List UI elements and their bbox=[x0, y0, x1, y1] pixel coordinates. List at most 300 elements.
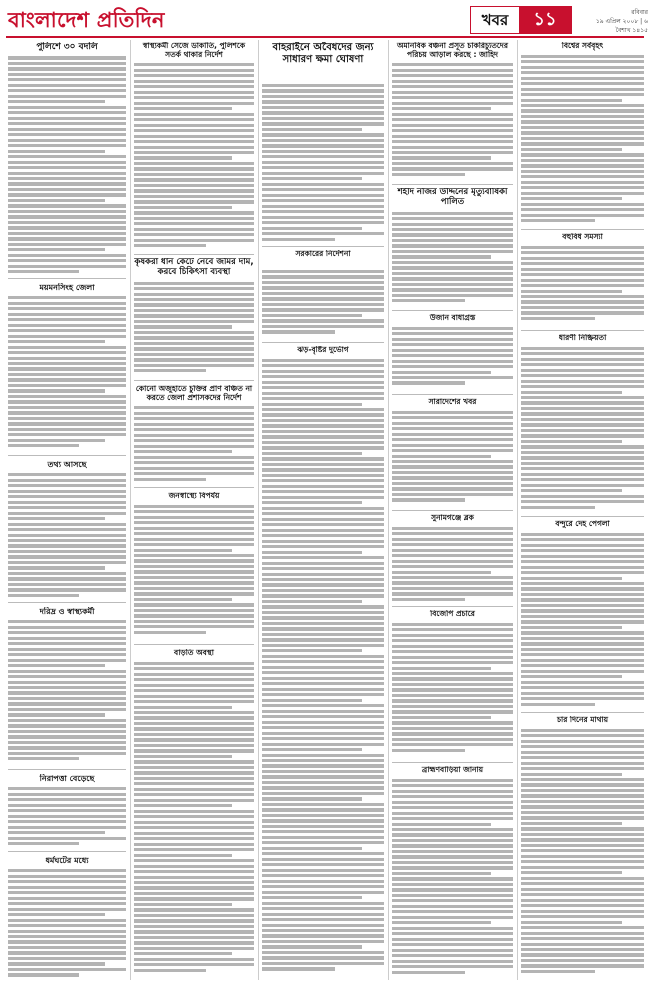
article[interactable] bbox=[392, 766, 513, 980]
body-text-line bbox=[392, 543, 513, 546]
body-text-line bbox=[262, 622, 384, 625]
body-text-line bbox=[521, 77, 644, 80]
article[interactable] bbox=[392, 514, 513, 604]
body-text-line bbox=[392, 795, 513, 798]
body-text-line bbox=[262, 825, 384, 828]
body-text-line bbox=[134, 135, 254, 138]
body-text-line bbox=[262, 122, 384, 125]
body-text-line bbox=[392, 894, 513, 897]
body-text-line bbox=[134, 124, 254, 127]
body-text-line bbox=[134, 903, 232, 906]
body-text-line bbox=[392, 532, 513, 535]
body-text-line bbox=[392, 244, 513, 247]
body-text-line bbox=[262, 693, 384, 696]
body-text-line bbox=[392, 343, 513, 346]
article[interactable] bbox=[8, 607, 126, 767]
article[interactable] bbox=[262, 84, 384, 244]
body-text-line bbox=[8, 842, 79, 845]
body-text-line bbox=[262, 578, 384, 581]
body-text-line bbox=[521, 915, 644, 918]
body-text-line bbox=[521, 82, 644, 85]
body-text-line bbox=[8, 428, 126, 431]
body-text-line bbox=[134, 91, 254, 94]
article[interactable] bbox=[521, 520, 644, 710]
body-text-line bbox=[262, 682, 384, 685]
body-text-line bbox=[392, 699, 513, 702]
body-text-line bbox=[134, 673, 254, 676]
body-text-line bbox=[262, 314, 362, 317]
body-text-line bbox=[8, 329, 126, 332]
body-text-line bbox=[392, 255, 491, 258]
article[interactable] bbox=[134, 385, 254, 485]
body-text-line bbox=[8, 243, 126, 246]
article-body bbox=[262, 270, 384, 334]
body-text-line bbox=[8, 962, 105, 965]
body-text-line bbox=[521, 142, 644, 145]
body-text-line bbox=[392, 427, 513, 430]
article-divider bbox=[521, 712, 644, 713]
body-text-line bbox=[262, 435, 384, 438]
body-text-line bbox=[134, 211, 254, 214]
body-text-line bbox=[8, 161, 126, 164]
body-text-line bbox=[8, 670, 126, 673]
body-text-line bbox=[392, 921, 491, 924]
body-text-line bbox=[262, 567, 384, 570]
body-text-line bbox=[521, 932, 644, 935]
body-text-line bbox=[262, 704, 384, 707]
body-text-line bbox=[392, 677, 513, 680]
body-text-line bbox=[262, 885, 384, 888]
body-text-line bbox=[8, 550, 126, 553]
body-text-line bbox=[521, 866, 644, 869]
body-text-line bbox=[8, 84, 126, 87]
body-text-line bbox=[8, 417, 126, 420]
article[interactable] bbox=[8, 42, 126, 277]
body-text-line bbox=[392, 721, 513, 724]
body-text-line bbox=[392, 888, 513, 891]
body-text-line bbox=[521, 186, 644, 189]
article-headline: চার দিনের মাথায় bbox=[556, 716, 609, 724]
body-text-line bbox=[8, 473, 126, 476]
article-body bbox=[8, 296, 126, 447]
newspaper-logo[interactable] bbox=[8, 4, 165, 37]
body-text-line bbox=[392, 140, 513, 143]
body-text-line bbox=[521, 964, 644, 967]
body-text-line bbox=[134, 963, 254, 966]
body-text-line bbox=[262, 808, 384, 811]
body-text-line bbox=[392, 645, 513, 648]
body-text-line bbox=[262, 869, 384, 872]
body-text-line bbox=[392, 683, 513, 686]
body-text-line bbox=[8, 95, 126, 98]
body-text-line bbox=[134, 614, 254, 617]
article[interactable] bbox=[262, 250, 384, 268]
body-text-line bbox=[262, 677, 384, 680]
body-text-line bbox=[134, 941, 254, 944]
article-divider bbox=[8, 602, 126, 603]
article[interactable] bbox=[134, 258, 254, 378]
article-headline: কৃষকরা ধান কেটে নেবে জমির দাম, করবে চিকিৎসা ব্যবস্থা bbox=[134, 258, 254, 277]
article[interactable] bbox=[392, 42, 513, 182]
body-text-line bbox=[134, 63, 254, 66]
article-headline: বহুবিধ সমস্যা bbox=[562, 233, 603, 241]
body-text-line bbox=[392, 672, 513, 675]
body-text-line bbox=[521, 560, 644, 563]
body-text-line bbox=[262, 874, 384, 877]
body-text-line bbox=[8, 820, 126, 823]
article[interactable] bbox=[134, 492, 254, 642]
article-headline-block[interactable] bbox=[262, 42, 384, 82]
body-text-line bbox=[521, 838, 644, 841]
body-text-line bbox=[134, 592, 254, 595]
body-text-line bbox=[262, 764, 384, 767]
body-text-line bbox=[134, 771, 254, 774]
body-text-line bbox=[134, 865, 254, 868]
article-headline: ধর্মঘটের মধ্যে bbox=[45, 856, 89, 865]
body-text-line bbox=[262, 319, 384, 322]
body-text-line bbox=[521, 533, 644, 536]
body-text-line bbox=[262, 375, 384, 378]
body-text-line bbox=[8, 166, 126, 169]
article-body bbox=[134, 406, 254, 480]
body-text-line bbox=[134, 695, 254, 698]
body-text-line bbox=[521, 910, 644, 913]
body-text-line bbox=[262, 534, 384, 537]
article[interactable] bbox=[134, 649, 254, 980]
body-text-line bbox=[262, 858, 384, 861]
article[interactable] bbox=[8, 774, 126, 849]
body-text-line bbox=[8, 891, 126, 894]
body-text-line bbox=[262, 737, 384, 740]
body-text-line bbox=[134, 914, 254, 917]
body-text-line bbox=[134, 239, 254, 242]
article-body bbox=[8, 473, 126, 597]
body-text-line bbox=[8, 199, 105, 202]
body-text-line bbox=[8, 117, 126, 120]
article[interactable] bbox=[521, 716, 644, 980]
article-body bbox=[392, 779, 513, 974]
body-text-line bbox=[521, 104, 644, 107]
body-text-line bbox=[8, 757, 79, 760]
body-text-line bbox=[8, 691, 126, 694]
body-text-line bbox=[262, 474, 384, 477]
article-divider bbox=[8, 769, 126, 770]
article[interactable] bbox=[521, 42, 644, 227]
body-text-line bbox=[392, 102, 513, 105]
body-text-line bbox=[262, 962, 384, 965]
section-name: খবর bbox=[471, 7, 519, 33]
body-text-line bbox=[134, 678, 254, 681]
article[interactable] bbox=[262, 270, 384, 340]
body-text-line bbox=[262, 308, 384, 311]
article-body bbox=[134, 63, 254, 247]
body-text-line bbox=[521, 664, 644, 667]
body-text-line bbox=[134, 331, 254, 334]
article-headline: ময়মনসিংহ জেলা bbox=[39, 283, 95, 292]
body-text-line bbox=[392, 833, 513, 836]
body-text-line bbox=[134, 222, 254, 225]
body-text-line bbox=[521, 953, 644, 956]
body-text-line bbox=[392, 217, 513, 220]
body-text-line bbox=[392, 694, 513, 697]
body-text-line bbox=[392, 812, 513, 815]
body-text-line bbox=[392, 688, 513, 691]
body-text-line bbox=[134, 620, 254, 623]
body-text-line bbox=[134, 118, 254, 121]
body-text-line bbox=[521, 396, 644, 399]
body-text-line bbox=[8, 681, 126, 684]
body-text-line bbox=[8, 913, 105, 916]
body-text-line bbox=[521, 816, 644, 819]
article[interactable] bbox=[8, 460, 126, 600]
body-text-line bbox=[521, 88, 644, 91]
article[interactable] bbox=[521, 233, 644, 328]
body-text-line bbox=[134, 156, 232, 159]
body-text-line bbox=[392, 960, 513, 963]
body-text-line bbox=[8, 880, 126, 883]
article[interactable] bbox=[392, 188, 513, 308]
body-text-line bbox=[134, 342, 254, 345]
body-text-line bbox=[8, 973, 79, 976]
body-text-line bbox=[521, 653, 644, 656]
body-text-line bbox=[134, 287, 254, 290]
body-text-line bbox=[521, 751, 644, 754]
article[interactable] bbox=[392, 610, 513, 760]
article[interactable] bbox=[8, 856, 126, 980]
body-text-line bbox=[8, 373, 126, 376]
body-text-line bbox=[392, 63, 513, 66]
body-text-line bbox=[8, 378, 126, 381]
body-text-line bbox=[521, 734, 644, 737]
body-text-line bbox=[521, 495, 644, 498]
body-text-line bbox=[134, 151, 254, 154]
body-text-line bbox=[262, 161, 384, 164]
article-body bbox=[134, 282, 254, 373]
body-text-line bbox=[392, 277, 513, 280]
body-text-line bbox=[521, 60, 644, 63]
body-text-line bbox=[8, 62, 126, 65]
article-divider bbox=[134, 487, 254, 488]
body-text-line bbox=[8, 924, 126, 927]
body-text-line bbox=[521, 214, 644, 217]
body-text-line bbox=[392, 932, 513, 935]
body-text-line bbox=[134, 958, 254, 961]
body-text-line bbox=[8, 664, 105, 667]
body-text-line bbox=[134, 925, 254, 928]
body-text-line bbox=[8, 106, 126, 109]
article-headline: ধারণী নিষ্ক্রিয়তা bbox=[558, 334, 607, 342]
body-text-line bbox=[134, 189, 254, 192]
body-text-line bbox=[521, 620, 644, 623]
body-text-line bbox=[134, 146, 254, 149]
body-text-line bbox=[134, 815, 254, 818]
body-text-line bbox=[262, 803, 384, 806]
body-text-line bbox=[521, 692, 644, 695]
body-text-line bbox=[521, 317, 595, 320]
body-text-line bbox=[392, 866, 513, 869]
body-text-line bbox=[521, 626, 622, 629]
body-text-line bbox=[134, 892, 254, 895]
body-text-line bbox=[392, 239, 513, 242]
body-text-line bbox=[262, 424, 384, 427]
body-text-line bbox=[262, 775, 384, 778]
body-text-line bbox=[134, 298, 254, 301]
body-text-line bbox=[134, 353, 254, 356]
body-text-line bbox=[521, 246, 644, 249]
body-text-line bbox=[392, 883, 513, 886]
article[interactable] bbox=[392, 314, 513, 392]
body-text-line bbox=[134, 129, 254, 132]
body-text-line bbox=[521, 697, 644, 700]
article-body bbox=[392, 527, 513, 601]
article-headline: কোনো অজুহাতে চুক্তির প্রাণ বঞ্চিত না করতে জেলা প্রশাসকদের নির্দেশ bbox=[135, 385, 253, 402]
body-text-line bbox=[262, 518, 384, 521]
body-text-line bbox=[521, 478, 644, 481]
article[interactable] bbox=[134, 42, 254, 252]
body-text-line bbox=[262, 896, 362, 899]
body-text-line bbox=[392, 360, 513, 363]
body-text-line bbox=[8, 78, 126, 81]
article-headline: সারাদেশের খবর bbox=[428, 398, 477, 406]
body-text-line bbox=[8, 384, 126, 387]
body-text-line bbox=[392, 487, 513, 490]
body-text-line bbox=[262, 600, 362, 603]
body-text-line bbox=[134, 598, 232, 601]
body-text-line bbox=[262, 638, 384, 641]
body-text-line bbox=[521, 380, 644, 383]
article-divider bbox=[392, 184, 513, 185]
body-text-line bbox=[134, 799, 254, 802]
article-divider bbox=[521, 330, 644, 331]
body-text-line bbox=[392, 738, 513, 741]
body-text-line bbox=[392, 844, 513, 847]
article-body bbox=[521, 55, 644, 223]
body-text-line bbox=[392, 91, 513, 94]
body-text-line bbox=[8, 122, 126, 125]
article[interactable] bbox=[8, 283, 126, 453]
body-text-line bbox=[521, 159, 644, 162]
body-text-line bbox=[392, 817, 513, 820]
body-text-line bbox=[134, 450, 232, 453]
body-text-line bbox=[521, 279, 644, 282]
body-text-line bbox=[392, 381, 465, 384]
body-text-line bbox=[8, 940, 126, 943]
body-text-line bbox=[262, 830, 384, 833]
body-text-line bbox=[134, 947, 254, 950]
body-text-line bbox=[392, 779, 513, 782]
article-headline: ঝড়-বৃষ্টির দুর্ভোগ bbox=[297, 346, 349, 354]
article-body bbox=[8, 56, 126, 273]
body-text-line bbox=[8, 193, 126, 196]
body-text-line bbox=[262, 419, 384, 422]
article-headline: তথ্য আসছে bbox=[47, 460, 87, 469]
body-text-line bbox=[262, 891, 384, 894]
article[interactable] bbox=[392, 398, 513, 508]
article[interactable] bbox=[262, 346, 384, 980]
body-text-line bbox=[392, 349, 513, 352]
body-text-line bbox=[392, 438, 513, 441]
body-text-line bbox=[8, 675, 126, 678]
body-text-line bbox=[521, 659, 644, 662]
body-text-line bbox=[392, 85, 513, 88]
body-text-line bbox=[521, 904, 644, 907]
body-text-line bbox=[134, 684, 254, 687]
body-text-line bbox=[8, 367, 126, 370]
body-text-line bbox=[521, 948, 644, 951]
body-text-line bbox=[392, 716, 491, 719]
body-text-line bbox=[392, 212, 513, 215]
body-text-line bbox=[134, 722, 254, 725]
body-text-line bbox=[134, 74, 254, 77]
body-text-line bbox=[521, 937, 644, 940]
body-text-line bbox=[134, 782, 254, 785]
body-text-line bbox=[521, 164, 644, 167]
body-text-line bbox=[262, 605, 384, 608]
body-text-line bbox=[521, 148, 622, 151]
body-text-line bbox=[134, 859, 254, 862]
body-text-line bbox=[8, 659, 126, 662]
body-text-line bbox=[8, 313, 126, 316]
body-text-line bbox=[521, 440, 622, 443]
body-text-line bbox=[521, 170, 644, 173]
body-text-line bbox=[134, 107, 232, 110]
article[interactable] bbox=[521, 334, 644, 514]
body-text-line bbox=[134, 162, 254, 165]
body-text-line bbox=[521, 604, 644, 607]
body-text-line bbox=[134, 102, 254, 105]
body-text-line bbox=[392, 74, 513, 77]
body-text-line bbox=[8, 144, 126, 147]
body-text-line bbox=[392, 96, 513, 99]
body-text-line bbox=[521, 93, 644, 96]
body-text-line bbox=[521, 284, 644, 287]
body-text-line bbox=[392, 656, 513, 659]
body-text-line bbox=[392, 327, 513, 330]
body-text-line bbox=[521, 412, 644, 415]
body-text-line bbox=[521, 970, 595, 973]
body-text-line bbox=[8, 686, 126, 689]
body-text-line bbox=[392, 639, 513, 642]
body-text-line bbox=[262, 183, 384, 186]
body-text-line bbox=[521, 181, 644, 184]
body-text-line bbox=[8, 908, 126, 911]
body-text-line bbox=[8, 335, 126, 338]
body-text-line bbox=[521, 943, 644, 946]
body-text-line bbox=[262, 852, 384, 855]
article-divider bbox=[392, 510, 513, 511]
body-text-line bbox=[521, 642, 644, 645]
body-text-line bbox=[521, 686, 644, 689]
body-text-line bbox=[8, 177, 126, 180]
body-text-line bbox=[392, 288, 513, 291]
body-text-line bbox=[392, 790, 513, 793]
body-text-line bbox=[134, 206, 232, 209]
article-divider bbox=[134, 380, 254, 381]
body-text-line bbox=[392, 571, 491, 574]
article-headline: অমানবিক বঞ্চনা প্রসূত চাকরিচ্যুতদের পরিচয় আড়াল করছে : জাহিদ bbox=[397, 42, 508, 59]
body-text-line bbox=[392, 411, 513, 414]
body-text-line bbox=[134, 516, 254, 519]
body-text-line bbox=[8, 730, 126, 733]
body-text-line bbox=[262, 507, 384, 510]
article-headline: নিরাপত্তা বেড়েছে bbox=[39, 774, 95, 783]
body-text-line bbox=[521, 131, 644, 134]
body-text-line bbox=[8, 237, 126, 240]
body-text-line bbox=[262, 671, 384, 674]
body-text-line bbox=[8, 389, 105, 392]
body-text-line bbox=[392, 581, 513, 584]
body-text-line bbox=[262, 688, 384, 691]
